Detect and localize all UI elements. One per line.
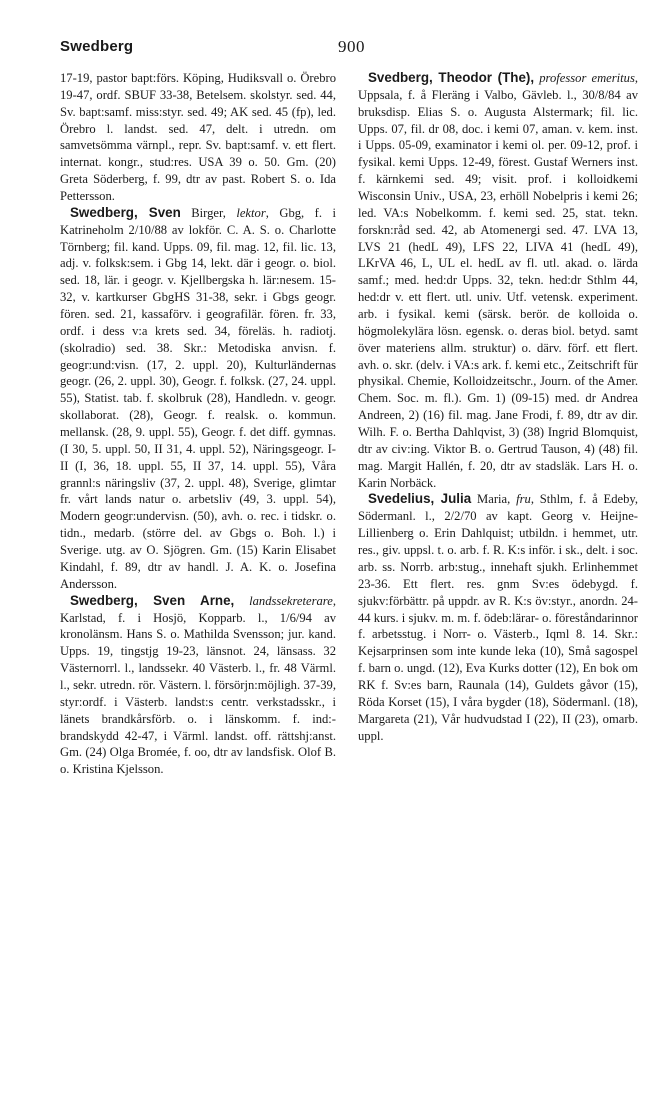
- entry-body: , Gbg, f. i Katrineholm 2/10/88 av lokför. C. A. S. o. Charlotte Törnberg; fil. kand. Upps. 09, fil. mag. 12, fil. lic. 13, adj. v. folksk:sem. i Gbg 14, lekt. där i geogr. o. biol. sed. 18, lär. i geogr. v. Kjellbergska h. lär:nesem. 15-32, v. kartkurser GbgHS 31-38, sekr. i Gbgs geogr. fören. sed. 21, kassaförv. i geografilär. fören. fr. 33, ordf. i dess v:a krets sed. 34, föreläs. h. radiotj. (skolradio) sed. 38. Skr.: Metodiska anvisn. f. geogr:und:visn. (17, 2. uppl. 20), Kulturländernas geogr. (26, 2. uppl. 30), Geogr. f. folksk. (27, 24. uppl. 55), Statist. tab. f. skolbruk (28), Handledn. v. geogr. skollaborat. (28), Geogr. f. realsk. o. kommun. mellansk. (28, 9. uppl. 55), Geogr. f. det diff. gymnas. (I 30, 5. uppl. 50, II 31, 4. uppl. 52), Näringsgeogr. I-II (I, 36, 18. uppl. 55, II 37, 14. uppl. 55), Våra grannl:s näringsliv (37, 2. uppl. 48), Sverige, glimtar fr. vårt lands natur o. arbetsliv (49, 3. uppl. 54), Modern geogr:undervisn. (50), avh. o. rec. i tidskr. o. tidn., medarb. (större del. av Gbgs o. Boh. l.) i Sverige. utg. av O. Sjögren. Gm. (15) Karin Elisabet Kindahl, f. 89, dtr av handl. J. A. K. o. Josefina Andersson.: [60, 205, 337, 591]
- entry-title: landssekreterare: [249, 593, 333, 608]
- entry-given-names: Birger,: [180, 205, 237, 220]
- entry-headword: Swedberg, Sven: [70, 204, 181, 220]
- left-column: [60, 70, 336, 778]
- running-head-name: Swedberg: [60, 38, 134, 55]
- entry-given-names: [234, 594, 249, 608]
- entry-title: lektor: [236, 205, 266, 220]
- entry-headword: Svedberg, Theodor (The),: [368, 70, 535, 85]
- entry-swedberg-sven-arne: [60, 593, 336, 778]
- entry-body: , Sthlm, f. å Edeby, Södermanl. l., 2/2/70 av kapt. Georg v. Heijne-Lillienberg o. Erin Dahlquist; utbildn. i hemmet, utr. res., giv. uppsl. t. o. arb. f. R. K:s inför. i sk., delt. i soc. arb. ss. Norrb. arb:stug., innehaft sjukh. Erlinhemmet 23-36. Ett flert. res. gnm Sv:es ödebygd. f. sjukv:förbättr. på uppdr. av R. K:s öv:styr., anordn. 24-44 kurs. i sjukv. m. m. f. ödeb:lärar- o. föreståndarinnor f. arbetsstug. i Norr- o. Västerb., Iqml 8. 14. Skr.: Kejsarprinsen som inte kunde leka (10), Små sagospel f. barn o. ungd. (12), Eva Kurks dotter (12), En bok om RK f. Sv:es barn, Raunala (14), Guldets gåvor (15), Röda Korset (15), I våra bygder (18), Södermanl. (18), Margareta (21), Vår hudvudstad I (22), II (23), omarb. uppl.: [358, 492, 639, 743]
- entry-given-names: Maria,: [471, 492, 517, 507]
- entry-body: , Karlstad, f. i Hosjö, Kopparb. l., 1/6/94 av kronolänsm. Hans S. o. Mathilda Svensson; jur. kand. Upps. 19, tingstjg 19-23, länsnot. 24, länsass. 32 Västernorrl. l., landssekr. 40 Västerb. l., fr. 48 Värml. l., sekr. utredn. rör. Västern. l. försörjn:möjligh. 37-39, styr:ordf. i Västerb. landst:s centr. verkstadsskr., i länets brandkårsförb. o. i länskomm. f. ind:-brandskydd 42-47, i Värml. landst. off. rättshj:anst. Gm. (24) Olga Bromée, f. oo, dtr av landsfisk. Olof B. o. Kristina Kjelsson.: [60, 593, 336, 777]
- page-number: 900: [338, 37, 365, 56]
- entry-body: , Uppsala, f. å Fleräng i Valbo, Gävleb. l., 30/8/84 av bruksdisp. Elias S. o. Augusta Alstermark; fil. lic. Upps. 07, fil. dr 08, doc. i kemi 07, aman. v. kem. inst. i Upps. 05-09, examinator i kemi ol. per. 09-12, prof. i fysikal. kemi Upps. 12-49, förest. Gustaf Werners inst. f. kärnkemi sed. 49; visit. prof. i kolloidkemi Wisconsin Univ., USA, 23, erhöll Nobelpris i kemi 26; led. VA:s Nobelkomm. f. kemi sed. 25, stat. tekn. forskn:råd sed. 42, ab Atomenergi sed. 47. LVA 13, LVS 21 (hedL 49), LFS 22, LIVA 41 (hedL 49), LKrVA 46, L, UL el. hedL av fl. utl. akad. o. lärda samf.; med. hed:dr Upps. 32, tekn. hed:dr Sthlm 44, hed:dr v. ett flert. utl. univ. Utf. vetensk. experiment. arb. i fysikal. kemi (särsk. berör. de kolloida o. högmolekylära lösn. egensk. o. deras biol. betyd. samt över materiens allm. struktur) o. därv. förf. ett flert. avh. o. skr. (delv. i VA:s ark. f. kemi etc., Zeitschrift für physikal. Chemie, Kolloidzeitschr., Journ. of the Amer. Chem. Soc. m. fl.). Gm. 1) (09-15) med. dr Andrea Andreen, 2) (16) fil. mag. Jane Frodi, f. 89, dtr av dir. Wilh. F. o. Bertha Dahlqvist, 3) (38) Ingrid Blomquist, dtr av civ:ing. Viktor B. o. Gertrud Tauson, 4) (48) fil. mag. Margit Hallén, f. 20, dtr av stadsläk. Lars H. o. Karin Norbäck.: [358, 71, 639, 490]
- entry-swedberg-sven-birger: [60, 205, 336, 593]
- entry-svedberg-theodor: [358, 70, 638, 491]
- entry-headword: Svedelius, Julia: [368, 491, 472, 507]
- entry-title: professor emeritus: [539, 71, 635, 85]
- entry-continuation: 17-19, pastor bapt:förs. Köping, Hudiksvall o. Örebro 19-47, ordf. SBUF 33-38, Betelsem. skolstyr. sed. 44, Sv. bapt:samf. miss:styr. sed. 49; AK sed. 45 (fp), led. Örebro l. landst. sed. 47, delt. i utredn. om samvetsömma värnpl., repr. Sv. bapt:samf. v. ett flert. internat. kongr., stud:res. USA 39 o. 50. Gm. (20) Greta Söderberg, f. 99, dtr av past. Robert S. o. Ida Pettersson.: [60, 71, 336, 204]
- right-column: [358, 70, 638, 744]
- entry-title: fru: [516, 492, 531, 507]
- entry-headword: Swedberg, Sven Arne,: [70, 592, 235, 608]
- entry-svedelius-julia: [358, 491, 638, 744]
- running-head: [60, 38, 624, 60]
